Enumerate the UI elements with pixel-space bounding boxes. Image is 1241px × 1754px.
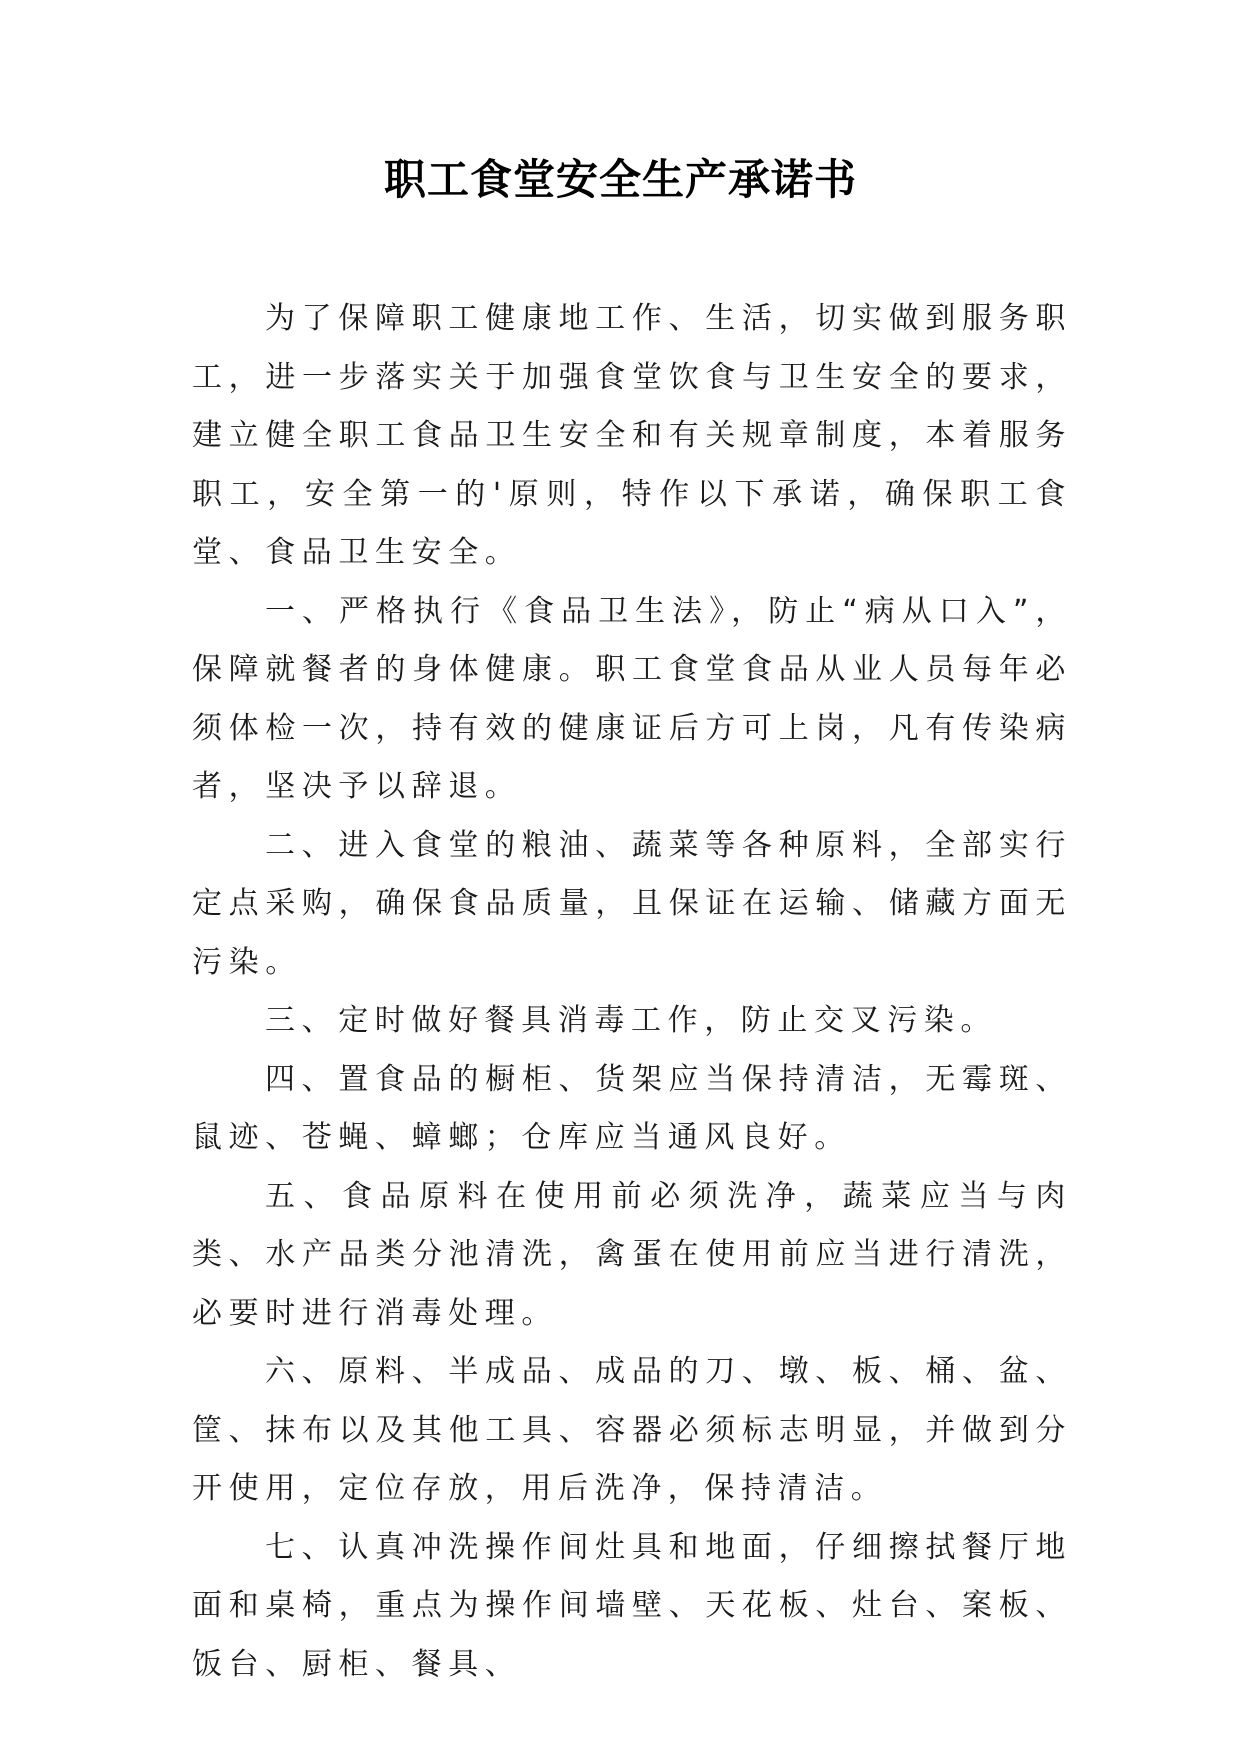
commitment-item-6: 六、原料、半成品、成品的刀、墩、板、桶、盆、筐、抹布以及其他工具、容器必须标志明显，并做到分开使用，定位存放，用后洗净，保持清洁。: [192, 1354, 1072, 1506]
document-body: [192, 290, 1072, 1694]
commitment-item-7: 七、认真冲洗操作间灶具和地面，仔细擦拭餐厅地面和桌椅，重点为操作间墙壁、天花板、灶台、案板、饭台、厨柜、餐具、: [192, 1529, 1072, 1682]
commitment-item-1: 一、严格执行《食品卫生法》，防止“病从口入”，保障就餐者的身体健康。职工食堂食品从业人员每年必须体检一次，持有效的健康证后方可上岗，凡有传染病者，坚决予以辞退。: [192, 593, 1072, 804]
commitment-item-3: 三、定时做好餐具消毒工作，防止交叉污染。: [265, 1003, 997, 1038]
commitment-item-2: 二、进入食堂的粮油、蔬菜等各种原料，全部实行定点采购，确保食品质量，且保证在运输、储藏方面无污染。: [192, 827, 1072, 980]
commitment-item-5: 五、食品原料在使用前必须洗净，蔬菜应当与肉类、水产品类分池清洗，禽蛋在使用前应当进行清洗，必要时进行消毒处理。: [192, 1178, 1072, 1331]
document-title: 职工食堂安全生产承诺书: [383, 155, 857, 204]
intro-paragraph: 为了保障职工健康地工作、生活，切实做到服务职工，进一步落实关于加强食堂饮食与卫生安全的要求，建立健全职工食品卫生安全和有关规章制度，本着服务职工，安全第一的'原则，特作以下承诺，确保职工食堂、食品卫生安全。: [192, 301, 1072, 570]
commitment-item-4: 四、置食品的橱柜、货架应当保持清洁，无霉斑、鼠迹、苍蝇、蟑螂；仓库应当通风良好。: [192, 1061, 1072, 1155]
